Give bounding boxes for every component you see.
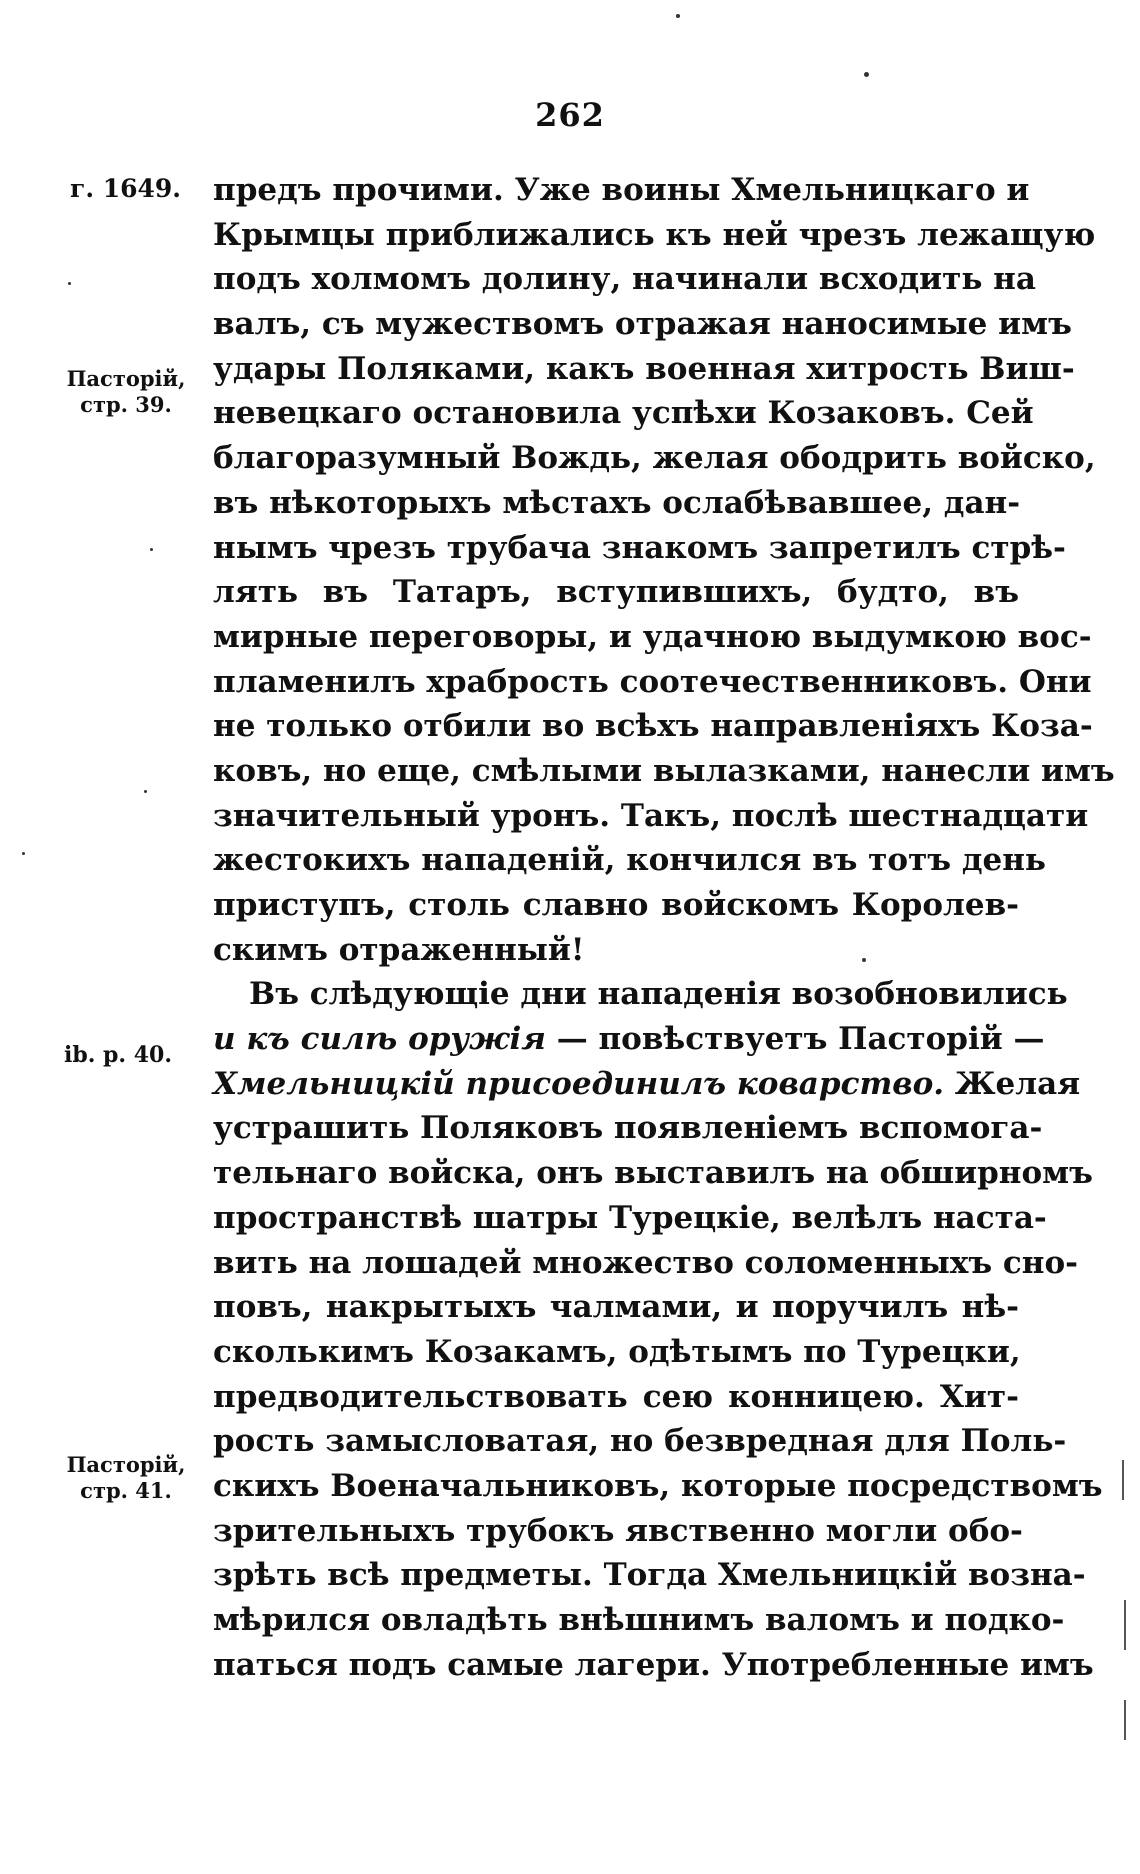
- page-number: 262: [535, 96, 605, 134]
- text-line: значительный уронъ. Такъ, послѣ шестнадцати: [213, 797, 1089, 834]
- scan-speck: [864, 72, 869, 77]
- text-line: предводительствовать сею конницею. Хит-: [213, 1378, 1019, 1415]
- text-line: въ нѣкоторыхъ мѣстахъ ослабѣвавшее, дан-: [213, 484, 1021, 521]
- text-line: паться подъ самые лагери. Употребленные имъ: [213, 1646, 1094, 1683]
- text-line: сколькимъ Козакамъ, одѣтымъ по Турецки,: [213, 1333, 1021, 1370]
- margin-note-ib-40: ib. p. 40.: [63, 1042, 173, 1068]
- margin-note-year: г. 1649.: [70, 174, 182, 203]
- text-line: рость замысловатая, но безвредная для Поль-: [213, 1423, 1067, 1460]
- scan-speck: [676, 14, 680, 18]
- margin-note-pastorius-39: [56, 366, 196, 418]
- text-line: скихъ Военачальниковъ, которые посредствомъ: [213, 1467, 1103, 1504]
- text-span: Желая: [944, 1065, 1081, 1102]
- text-line: устрашить Поляковъ появленіемъ вспомога-: [213, 1110, 1043, 1147]
- scan-speck: [22, 852, 25, 855]
- text-line: удары Поляками, какъ военная хитрость Виш-: [213, 350, 1075, 387]
- text-line: ковъ, но еще, смѣлыми вылазками, нанесли имъ: [213, 752, 1115, 789]
- text-line: благоразумный Вождь, желая ободрить войско,: [213, 440, 1096, 477]
- italic-phrase: и къ силѣ оружія: [213, 1021, 546, 1058]
- text-line: мирные переговоры, и удачною выдумкою вос-: [213, 618, 1092, 655]
- text-line-paragraph-end: скимъ отраженный!: [213, 931, 585, 968]
- text-line: предъ прочими. Уже воины Хмельницкаго и: [213, 172, 1030, 208]
- text-line: лять въ Татаръ, вступившихъ, будто, въ: [213, 574, 1019, 611]
- margin-note-line: Пасторій,: [66, 366, 186, 391]
- text-line: жестокихъ нападеній, кончился въ тотъ день: [213, 842, 1046, 879]
- text-line: мѣрился овладѣть внѣшнимъ валомъ и подко-: [213, 1602, 1065, 1638]
- scan-edge-line: [1124, 1600, 1126, 1650]
- scan-edge-line: [1124, 1700, 1126, 1740]
- scan-speck: [862, 958, 866, 962]
- margin-note-line: стр. 39.: [80, 392, 172, 417]
- scan-speck: [150, 548, 153, 551]
- text-line: зрѣть всѣ предметы. Тогда Хмельницкій возна-: [213, 1557, 1086, 1594]
- scan-speck: [68, 282, 71, 285]
- text-line: невецкаго остановила успѣхи Козаковъ. Сей: [213, 395, 1034, 432]
- main-text: [213, 168, 1115, 1687]
- text-line: повъ, накрытыхъ чалмами, и поручилъ нѣ-: [213, 1289, 1019, 1326]
- text-line: зрительныхъ трубокъ явственно могли обо-: [213, 1512, 1023, 1549]
- text-line: вить на лошадей множество соломенныхъ сно-: [213, 1244, 1079, 1281]
- text-line: нымъ чрезъ трубача знакомъ запретилъ стрѣ-: [213, 529, 1066, 566]
- text-line: подъ холмомъ долину, начинали всходить на: [213, 261, 1036, 298]
- scan-edge-line: [1122, 1460, 1124, 1500]
- margin-note-line: Пасторій,: [66, 1452, 186, 1477]
- text-line: Крымцы приближались къ ней чрезъ лежащую: [213, 216, 1096, 253]
- text-line: не только отбили во всѣхъ направленіяхъ Коза-: [213, 708, 1093, 745]
- text-line: приступъ, столь славно войскомъ Королев-: [213, 887, 1019, 923]
- text-line: тельнаго войска, онъ выставилъ на обширномъ: [213, 1155, 1093, 1192]
- text-line-italic-mixed: [213, 1017, 1045, 1062]
- text-line: валъ, съ мужествомъ отражая наносимые имъ: [213, 306, 1072, 343]
- margin-note-pastorius-41: [56, 1452, 196, 1504]
- text-span: — повѣствуетъ Пасторій —: [545, 1021, 1045, 1058]
- margin-note-line: стр. 41.: [80, 1478, 172, 1503]
- scan-speck: [144, 790, 147, 793]
- text-line: пространствѣ шатры Турецкіе, велѣлъ наста-: [213, 1199, 1047, 1236]
- text-line-paragraph-start: Въ слѣдующіе дни нападенія возобновились: [249, 976, 1068, 1013]
- text-line: пламенилъ храбрость соотечественниковъ. Они: [213, 663, 1092, 700]
- italic-phrase: Хмельницкій присоединилъ коварство.: [213, 1065, 945, 1102]
- text-line-italic-mixed: [213, 1062, 1081, 1107]
